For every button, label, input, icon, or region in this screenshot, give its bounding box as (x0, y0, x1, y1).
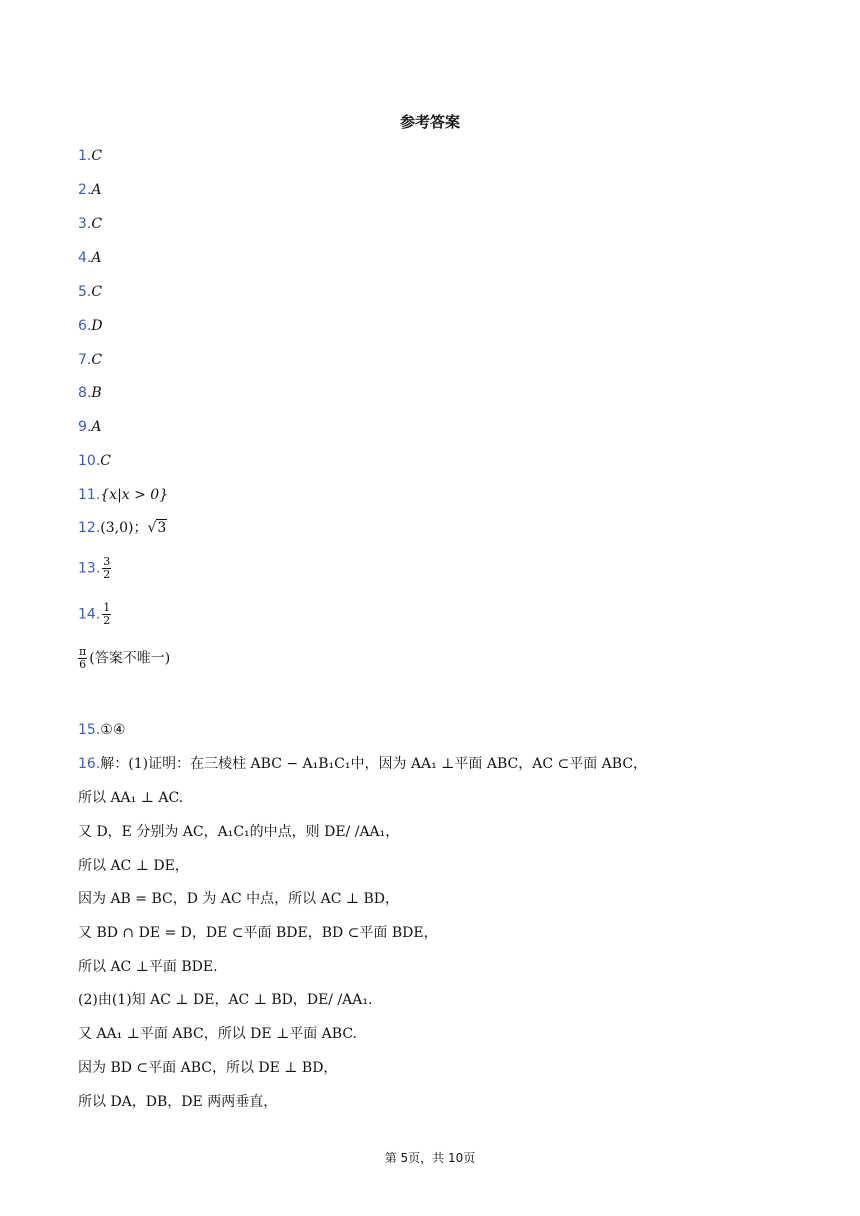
answer-value: A (91, 419, 102, 435)
solution-line: 所以 DA，DB，DE 两两垂直， (78, 1094, 278, 1110)
answer-line (78, 383, 102, 403)
answer-line (78, 316, 103, 336)
answer-line (78, 720, 125, 740)
answer-value: C (91, 284, 103, 300)
question-number: 1. (78, 148, 92, 164)
sqrt-expression (147, 518, 167, 538)
answer-line (78, 646, 170, 671)
answer-note: (答案不唯一) (89, 650, 171, 667)
solution-line: 因为 BD ⊂平面 ABC，所以 DE ⊥ BD， (78, 1060, 338, 1076)
solution-line: 又 AA₁ ⊥平面 ABC，所以 DE ⊥平面 ABC. (78, 1026, 358, 1042)
question-number: 4. (78, 250, 92, 266)
answer-line (78, 350, 102, 370)
page-title: 参考答案 (399, 113, 460, 131)
answer-value: C (100, 453, 111, 469)
answer-value: D (91, 318, 103, 334)
answer-line (78, 214, 102, 234)
solution-line: 所以 AC ⊥ DE， (78, 858, 189, 874)
question-number: 5. (78, 284, 92, 300)
question-number: 12. (78, 520, 101, 536)
fraction-denominator: 2 (103, 568, 111, 581)
answer-value: C (91, 352, 103, 368)
solution-text: 解：(1)证明：在三棱柱 ABC − A₁B₁C₁中，因为 AA₁ ⊥平面 ABC，AC ⊂平面 ABC， (100, 756, 648, 772)
question-number: 7. (78, 352, 92, 368)
answer-value: B (91, 385, 102, 401)
answer-value: A (91, 182, 102, 198)
question-number: 9. (78, 419, 92, 435)
question-number: 10. (78, 453, 101, 469)
question-number: 2. (78, 182, 92, 198)
answer-line (78, 248, 101, 268)
fraction-denominator: 2 (103, 614, 111, 627)
answer-value: (3,0)； (100, 520, 148, 536)
answer-line (78, 556, 113, 581)
fraction-numerator: 3 (103, 555, 111, 568)
solution-line: 所以 AA₁ ⊥ AC. (78, 790, 184, 806)
solution-line (78, 754, 647, 774)
fraction (78, 646, 87, 671)
answer-value: {x|x > 0} (100, 487, 169, 503)
answer-line (78, 602, 113, 627)
question-number: 14. (78, 606, 101, 623)
answer-line (78, 180, 101, 200)
fraction-numerator: 1 (103, 601, 111, 614)
answer-line (78, 451, 111, 471)
answer-line (78, 417, 101, 437)
solution-line: 又 D，E 分别为 AC，A₁C₁的中点，则 DE/ /AA₁， (78, 824, 400, 840)
solution-line: 又 BD ∩ DE = D，DE ⊂平面 BDE，BD ⊂平面 BDE， (78, 925, 438, 941)
sqrt-radicand: 3 (157, 520, 167, 536)
question-number: 11. (78, 487, 101, 503)
solution-line: 所以 AC ⊥平面 BDE. (78, 959, 218, 975)
answer-value: C (91, 148, 103, 164)
fraction-numerator: π (79, 645, 87, 658)
question-number: 15. (78, 722, 101, 738)
answer-line (78, 518, 167, 538)
page-footer: 第 5页，共 10页 (384, 1151, 476, 1165)
answer-line (78, 282, 102, 302)
fraction (102, 556, 111, 581)
answer-line (78, 485, 168, 505)
question-number: 16. (78, 756, 101, 772)
fraction-denominator: 6 (79, 658, 87, 671)
question-number: 8. (78, 385, 92, 401)
question-number: 13. (78, 560, 101, 577)
answer-line (78, 146, 102, 166)
fraction (102, 602, 111, 627)
answer-value: A (91, 250, 102, 266)
question-number: 6. (78, 318, 92, 334)
question-number: 3. (78, 216, 92, 232)
answer-value: C (91, 216, 103, 232)
solution-line: 因为 AB = BC，D 为 AC 中点，所以 AC ⊥ BD， (78, 891, 399, 907)
sqrt-symbol: √ (147, 520, 157, 536)
answer-value: ①④ (100, 722, 126, 738)
solution-line: (2)由(1)知 AC ⊥ DE，AC ⊥ BD，DE/ /AA₁. (78, 992, 373, 1008)
